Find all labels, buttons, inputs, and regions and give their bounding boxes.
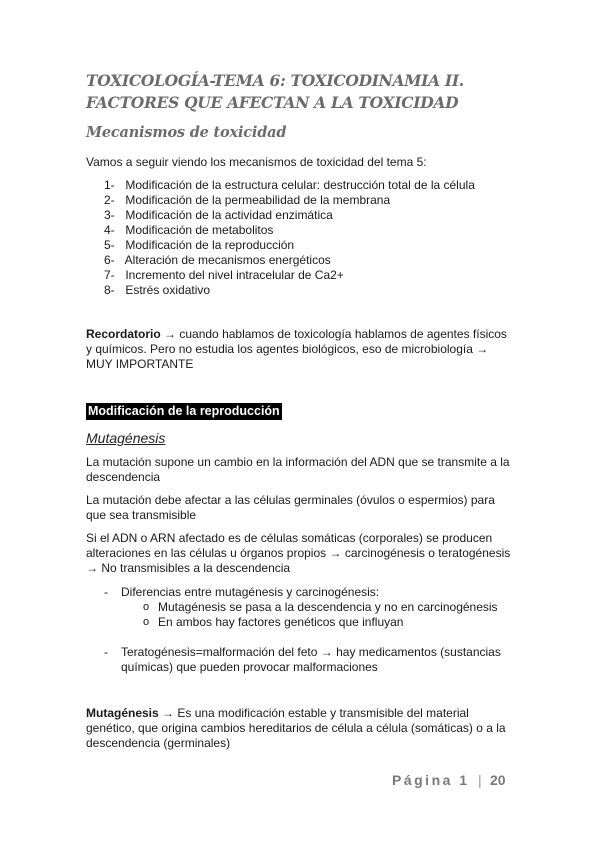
- bullet-circle-icon: o: [143, 601, 150, 613]
- page-total: 20: [490, 772, 506, 788]
- paragraph-mutation: La mutación supone un cambio en la información del ADN que se transmite a la descendencia: [86, 455, 510, 484]
- bullet-teratogenesis: Teratogénesis=malformación del feto → hay medicamentos (sustancias químicas) que pueden provocar malformaciones: [121, 645, 501, 674]
- definition-label: Mutagénesis: [86, 706, 159, 720]
- bullet-dash: -: [104, 585, 108, 599]
- reminder-paragraph: Recordatorio → cuando hablamos de toxicología hablamos de agentes físicos y químicos. Pero no estudia los agentes biológicos, eso de microbiología → MUY IMPORTANTE: [86, 327, 507, 371]
- bullet-differences: Diferencias entre mutagénesis y carcinogénesis:: [121, 585, 380, 599]
- bullet-dash: -: [104, 645, 108, 659]
- list-item: 3- Modificación de la actividad enzimática: [104, 208, 333, 222]
- bullet-circle-icon: o: [143, 616, 150, 628]
- intro-text: Vamos a seguir viendo los mecanismos de toxicidad del tema 5:: [86, 155, 427, 169]
- section-heading: Modificación de la reproducción: [88, 404, 280, 418]
- title-line-2: FACTORES QUE AFECTAN A LA TOXICIDAD: [86, 93, 459, 112]
- arrow-icon: →: [164, 327, 177, 341]
- list-item: 2- Modificación de la permeabilidad de la membrana: [104, 193, 391, 207]
- list-item: 8- Estrés oxidativo: [104, 283, 211, 297]
- page-label: Página: [392, 772, 453, 788]
- title-line-1: TOXICOLOGÍA-TEMA 6: TOXICODINAMIA II.: [86, 71, 464, 90]
- document-title: [86, 70, 526, 114]
- page-number: 1: [459, 772, 470, 788]
- sub-bullet-mutagenesis: Mutagénesis se pasa a la descendencia y no en carcinogénesis: [158, 600, 498, 614]
- reminder-label: Recordatorio: [86, 327, 161, 341]
- page-footer: [392, 772, 506, 788]
- paragraph-germinal: La mutación debe afectar a las células germinales (óvulos o espermios) para que sea transmisible: [86, 493, 495, 522]
- list-item: 4- Modificación de metabolitos: [104, 223, 274, 237]
- paragraph-somatic: Si el ADN o ARN afectado es de células somáticas (corporales) se producen alteraciones en las células u órganos propios → carcinogénesis o teratogénesis → No transmisibles a la descendencia: [86, 531, 511, 575]
- list-item: 7- Incremento del nivel intracelular de Ca2+: [104, 268, 344, 282]
- list-item: 5- Modificación de la reproducción: [104, 238, 295, 252]
- footer-separator: |: [477, 772, 482, 788]
- list-item: 1- Modificación de la estructura celular: destrucción total de la célula: [104, 178, 475, 192]
- definition-paragraph: Mutagénesis → Es una modificación estable y transmisible del material genético, que origina cambios hereditarios de célula a célula (somáticas) o a la descendencia (germinales): [86, 706, 506, 750]
- section-subtitle: Mecanismos de toxicidad: [86, 124, 287, 141]
- sub-bullet-genetic-factors: En ambos hay factores genéticos que influyan: [158, 615, 404, 629]
- sub-heading: Mutagénesis: [86, 430, 166, 446]
- list-item: 6- Alteración de mecanismos energéticos: [104, 253, 331, 267]
